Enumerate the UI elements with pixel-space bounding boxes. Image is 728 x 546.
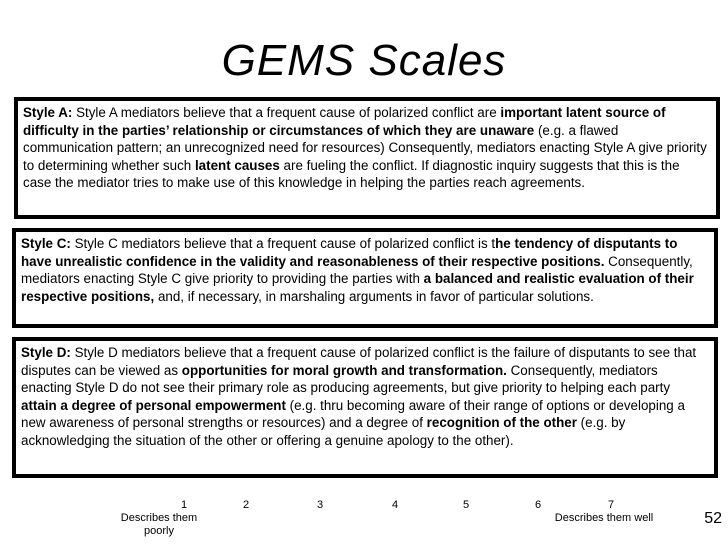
scale-number-7: 7 — [607, 499, 615, 511]
slide-title: GEMS Scales — [221, 36, 507, 85]
style-d-text-1: Style D mediators believe that a frequent cause of polarized conflict is the failure of disputants to see that disputes can be viewed as — [21, 345, 697, 378]
style-c-text-2: Consequently, mediators enacting Style C give priority to providing the parties with — [21, 253, 693, 287]
page-number: 52 — [704, 510, 722, 527]
style-a-bold-2: latent causes — [194, 157, 280, 173]
style-a-text-1: Style A mediators believe that a frequent cause of polarized conflict are — [72, 105, 501, 120]
scale-number-5: 5 — [462, 499, 470, 511]
style-d-bold-3: recognition of the other — [426, 415, 577, 431]
style-d-text-3: (e.g. thru becoming aware of their range of options or developing a new awareness of personal strengths or resources) and a degree of — [21, 397, 685, 431]
scale-number-6: 6 — [534, 499, 542, 511]
style-d-bold-2: attain a degree of personal empowerment — [21, 397, 286, 413]
style-c-label: Style C: — [21, 236, 71, 251]
style-c-bold-1: he tendency of disputants to have unrealistic confidence in the validity and reasonableness of their respective positions. — [21, 236, 678, 269]
style-d-box — [12, 337, 718, 478]
style-d-text-4: (e.g. by acknowledging the situation of the other or offering a genuine apology to the other). — [21, 415, 626, 448]
style-d-bold-1: opportunities for moral growth and transformation. — [181, 362, 507, 378]
scale-high-anchor: Describes them well — [554, 512, 654, 524]
style-d-text-2: Consequently, mediators enacting Style D do not see their primary role as producing agreements, but give priority to helping each party — [21, 362, 671, 396]
style-d-label: Style D: — [21, 345, 71, 360]
style-c-text-3: and, if necessary, in marshaling arguments in favor of particular solutions. — [154, 288, 594, 304]
style-c-box — [12, 228, 718, 328]
scale-number-3: 3 — [316, 499, 324, 511]
scale-number-4: 4 — [391, 499, 399, 511]
style-c-text-1: Style C mediators believe that a frequent cause of polarized conflict is t — [70, 236, 496, 251]
scale-number-1: 1 — [180, 499, 188, 511]
style-a-text-3: are fueling the conflict. If diagnostic inquiry suggests that this is the case the mediator tries to make use of this knowledge in helping the parties reach agreements. — [23, 157, 680, 191]
style-c-bold-2: a balanced and realistic evaluation of their respective positions, — [21, 271, 694, 304]
style-a-box — [14, 97, 720, 219]
style-a-bold-1: important latent source of difficulty in the parties’ relationship or circumstances of which they are unaware — [23, 105, 666, 138]
scale-low-anchor: Describes them poorly — [120, 512, 198, 537]
style-a-label: Style A: — [23, 105, 73, 120]
style-a-text-2: (e.g. a flawed communication pattern; an unrecognized need for resources) Consequently, mediators enacting Style A give priority to determining whether such — [23, 122, 707, 173]
scale-number-2: 2 — [242, 499, 250, 511]
